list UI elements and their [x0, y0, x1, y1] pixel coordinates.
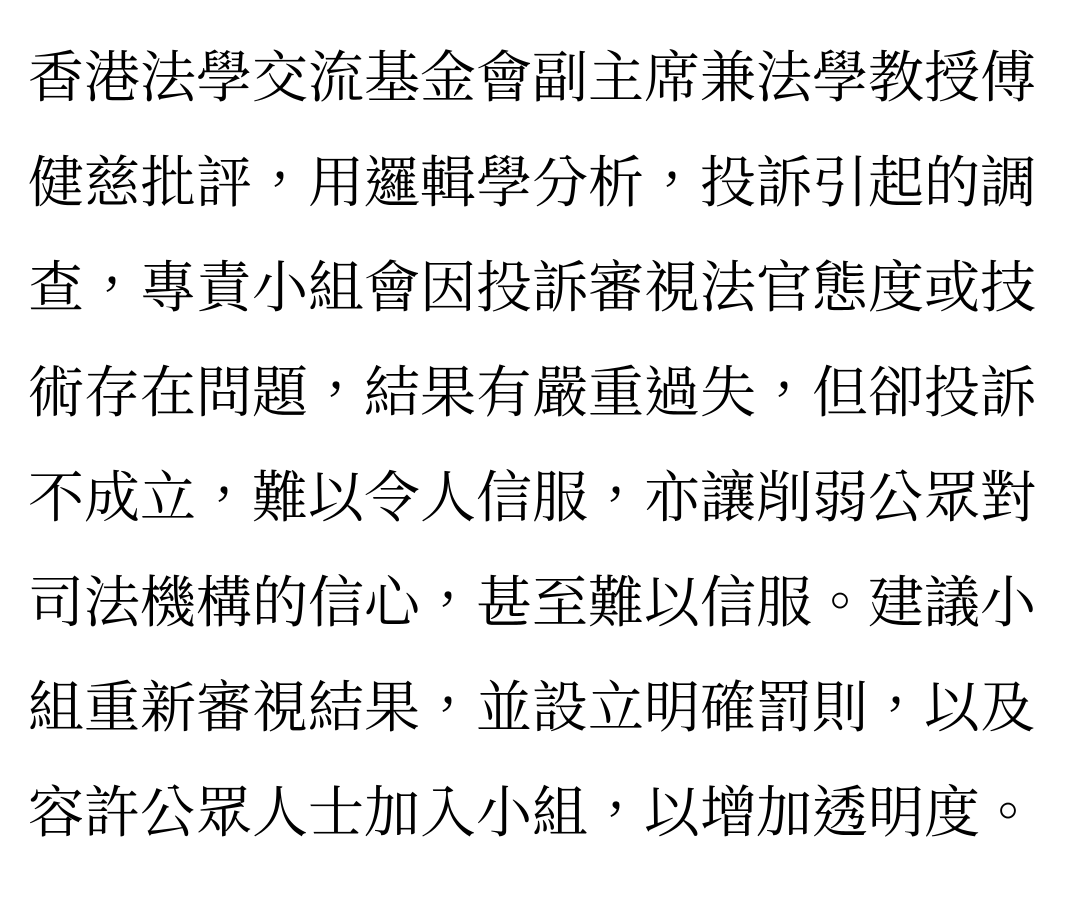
text-line: 司法機構的信心，甚至難以信服。建議小 — [28, 571, 1036, 634]
text-line: 查，專責小組會因投訴審視法官態度或技 — [28, 256, 1036, 319]
text-line: 香港法學交流基金會副主席兼法學教授傅 — [28, 46, 1036, 109]
text-line: 容許公眾人士加入小組，以增加透明度。 — [28, 781, 1036, 844]
text-line: 健慈批評，用邏輯學分析，投訴引起的調 — [28, 151, 1036, 214]
text-line: 組重新審視結果，並設立明確罰則，以及 — [28, 676, 1036, 739]
text-line: 術存在問題，結果有嚴重過失，但卻投訴 — [28, 361, 1036, 424]
text-line: 不成立，難以令人信服，亦讓削弱公眾對 — [28, 466, 1036, 529]
